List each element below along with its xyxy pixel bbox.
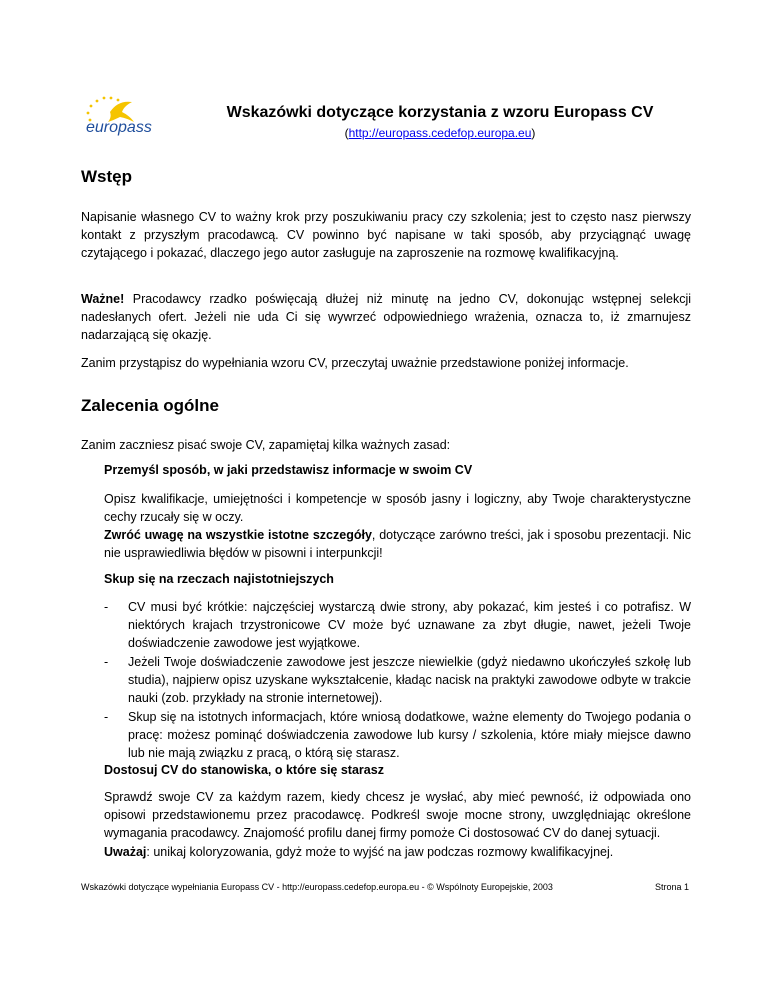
page-number: Strona 1 bbox=[654, 882, 689, 892]
essentials-list bbox=[104, 598, 691, 763]
list-item bbox=[104, 598, 691, 652]
europass-logo bbox=[80, 92, 170, 137]
intro-paragraph-1: Napisanie własnego CV to ważny krok przy poszukiwaniu pracy czy szkolenia; jest to często nasz pierwszy kontakt z przyszłym pracodawcą. CV powinno być napisane w taki sposób, aby przyciągnąć uwagę czytającego i pokazać, dlaczego jego autor zasługuje na zaproszenie na rozmowę kwalifikacyjną. bbox=[81, 210, 691, 260]
logo-text: europass bbox=[86, 119, 152, 136]
caution-label: Uważaj bbox=[104, 845, 147, 859]
details-label: Zwróć uwagę na wszystkie istotne szczegóły bbox=[104, 528, 372, 542]
header-url-line bbox=[190, 126, 690, 140]
intro-paragraph-2-text: Pracodawcy rzadko poświęcają dłużej niż minutę na jedno CV, dokonując wstępnej selekcji nadesłanych ofert. Jeżeli nie uda Ci się wywrzeć odpowiedniego wrażenia, oznacza to, iż zmarnujesz nadarzającą się okazję. bbox=[81, 292, 691, 342]
list-dash: - bbox=[104, 710, 109, 724]
important-label: Ważne! bbox=[81, 292, 125, 306]
tailor-paragraph-2 bbox=[104, 843, 691, 861]
subheading-tailor: Dostosuj CV do stanowiska, o które się starasz bbox=[104, 763, 384, 777]
presentation-paragraph-2-text: , dotyczące zarówno treści, jak i sposobu prezentacji. Nic nie usprawiedliwia błędów w pisowni i interpunkcji! bbox=[104, 528, 691, 560]
subheading-essentials: Skup się na rzeczach najistotniejszych bbox=[104, 572, 334, 586]
presentation-paragraph-2 bbox=[104, 526, 691, 562]
document-title: Wskazówki dotyczące korzystania z wzoru Europass CV bbox=[226, 104, 654, 121]
url-open-paren: ( bbox=[344, 126, 349, 140]
list-item-text: Jeżeli Twoje doświadczenie zawodowe jest jeszcze niewielkie (gdyż niedawno ukończyłeś szkołę lub studia), najpierw opisz uzyskane wykształcenie, kładąc nacisk na praktyki zawodowe odbyte w trakcie nauki (zob. przykłady na stronie internetowej). bbox=[128, 655, 691, 705]
general-lead: Zanim zaczniesz pisać swoje CV, zapamiętaj kilka ważnych zasad: bbox=[81, 438, 451, 452]
tailor-paragraph-2-text: : unikaj koloryzowania, gdyż może to wyjść na jaw podczas rozmowy kwalifikacyjnej. bbox=[146, 845, 614, 859]
presentation-paragraph-1: Opisz kwalifikacje, umiejętności i kompetencje w sposób jasny i logiczny, aby Twoje charakterystyczne cechy rzucały się w oczy. bbox=[104, 492, 691, 524]
list-dash: - bbox=[104, 600, 109, 614]
list-item-text: CV musi być krótkie: najczęściej wystarczą dwie strony, aby pokazać, kim jesteś i co potrafisz. W niektórych krajach trzystronicowe CV może być uznawane za zbyt długie, nawet, jeżeli Twoje doświadczenie zawodowe jest wyjątkowe. bbox=[128, 600, 691, 650]
list-dash: - bbox=[104, 655, 109, 669]
footer-text: Wskazówki dotyczące wypełniania Europass CV - http://europass.cedefop.europa.eu - © Wspólnoty Europejskie, 2003 bbox=[81, 882, 553, 892]
list-item bbox=[104, 653, 691, 707]
tailor-paragraph-1: Sprawdź swoje CV za każdym razem, kiedy chcesz je wysłać, aby mieć pewność, iż odpowiada ono opisowi przedstawionemu przez pracodawcę. Podkreśl swoje mocne strony, uwzględniając określone wymagania pracodawcy. Znajomość profilu danej firmy pomoże Ci dostosować CV do danej sytuacji. bbox=[104, 790, 691, 840]
intro-paragraph-2 bbox=[81, 290, 691, 344]
subheading-presentation: Przemyśl sposób, w jaki przedstawisz informacje w swoim CV bbox=[104, 463, 473, 477]
list-item-text: Skup się na istotnych informacjach, które wniosą dodatkowe, ważne elementy do Twojego podania o pracę: możesz pominąć doświadczenia zawodowe lub kursy / szkolenia, które miały miejsce dawno lub nie mają związku z pracą, o którą się starasz. bbox=[128, 710, 691, 760]
intro-paragraph-3: Zanim przystąpisz do wypełniania wzoru CV, przeczytaj uważnie przedstawione poniżej informacje. bbox=[81, 356, 629, 370]
europass-link[interactable]: http://europass.cedefop.europa.eu bbox=[348, 126, 532, 140]
url-close-paren: ) bbox=[531, 126, 536, 140]
section-heading-general: Zalecenia ogólne bbox=[81, 396, 219, 415]
list-item bbox=[104, 708, 691, 762]
section-heading-intro: Wstęp bbox=[81, 167, 132, 186]
